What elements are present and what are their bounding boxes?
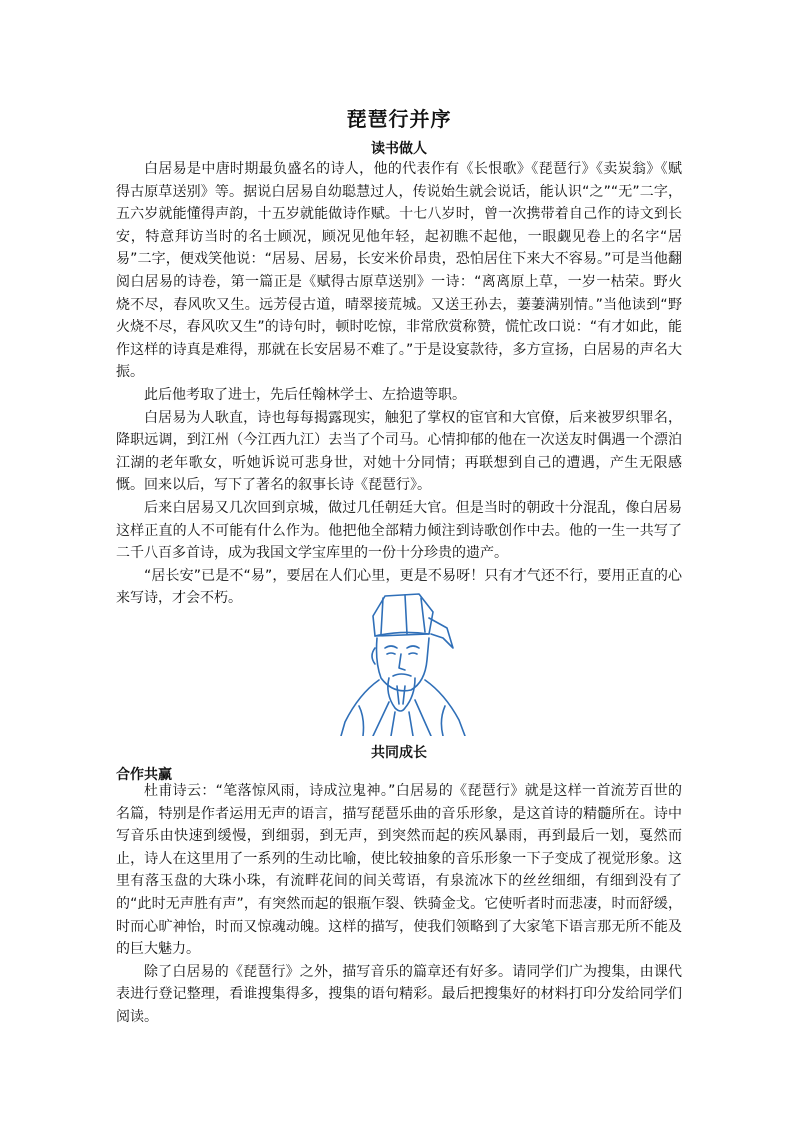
paragraph: “居长安”已是不“易”，要居在人们心里，更是不易呀！只有才气还不行，要用正直的心来写诗，才会不朽。: [116, 567, 682, 607]
paragraph: 白居易为人耿直，诗也每每揭露现实，触犯了掌权的宦官和大官僚，后来被罗织罪名，降职远调，到江州（今江西九江）去当了个司马。心情抑郁的他在一次送友时偶遇一个漂泊江湖的老年歌女，听她诉说可悲身世，对她十分同情；再联想到自己的遭遇，产生无限感慨。回来以后，写下了著名的叙事长诗《琵琶行》。: [116, 409, 682, 494]
paragraph: 后来白居易又几次回到京城，做过几任朝廷大官。但是当时的朝政十分混乱，像白居易这样正直的人不可能有什么作为。他把他全部精力倾注到诗歌创作中去。他的一生一共写了二千八百多首诗，成为我国文学宝库里的一份十分珍贵的遗产。: [116, 499, 682, 562]
section2-body: [116, 780, 682, 1029]
portrait-icon: [335, 590, 469, 736]
page-title: 琵琶行并序: [346, 107, 452, 131]
paragraph: 除了白居易的《琵琶行》之外，描写音乐的篇章还有好多。请同学们广为搜集，由课代表进行登记整理，看谁搜集得多，搜集的语句精彩。最后把搜集好的材料打印分发给同学们阅读。: [116, 963, 682, 1025]
section-heading-growth: 共同成长: [371, 745, 427, 761]
paragraph: 此后他考取了进士，先后任翰林学士、左拾遗等职。: [144, 386, 466, 403]
paragraph: 白居易是中唐时期最负盛名的诗人，他的代表作有《长恨歌》《琵琶行》《卖炭翁》《赋得古原草送别》等。据说白居易自幼聪慧过人，传说始生就会说话，能认识“之”“无”二字，五六岁就能懂得声韵，十五岁就能做诗作赋。十七八岁时，曾一次携带着自己作的诗文到长安，特意拜访当时的名士顾况，顾况见他年轻，起初瞧不起他，一眼觑见卷上的名字“居易”二字，便戏笑他说：“居易、居易，长安米价昂贵，恐怕居住下来大不容易。”可是当他翻阅白居易的诗卷，第一篇正是《赋得古原草送别》一诗：“离离原上草，一岁一枯荣。野火烧不尽，春风吹又生。远芳侵古道，晴翠接荒城。又送王孙去，萋萋满别情。”当他读到“野火烧不尽，春风吹又生”的诗句时，顿时吃惊，非常欣赏称赞，慌忙改口说：“有才如此，能作这样的诗真是难得，那就在长安居易不难了。”于是设宴款待，多方宣扬，白居易的声名大振。: [116, 161, 682, 381]
section1-body: [116, 158, 682, 610]
section-subheading-cooperation: 合作共赢: [116, 767, 172, 783]
section-heading-reading: 读书做人: [371, 141, 427, 157]
paragraph: 杜甫诗云：“笔落惊风雨，诗成泣鬼神。”白居易的《琵琶行》就是这样一首流芳百世的名篇，特别是作者运用无声的语言，描写琵琶乐曲的音乐形象，是这首诗的精髓所在。诗中写音乐由快速到缓慢，到细弱，到无声，到突然而起的疾风暴雨，再到最后一划，戛然而止，诗人在这里用了一系列的生动比喻，使比较抽象的音乐形象一下子变成了视觉形象。这里有落玉盘的大珠小珠，有流畔花间的间关莺语，有泉流冰下的丝丝细细，有细到没有了的“此时无声胜有声”，有突然而起的银瓶乍裂、铁骑金戈。它使听者时而悲凄，时而舒缓，时而心旷神怡，时而又惊魂动魄。这样的描写，使我们领略到了大家笔下语言那无所不能及的巨大魅力。: [116, 783, 682, 958]
